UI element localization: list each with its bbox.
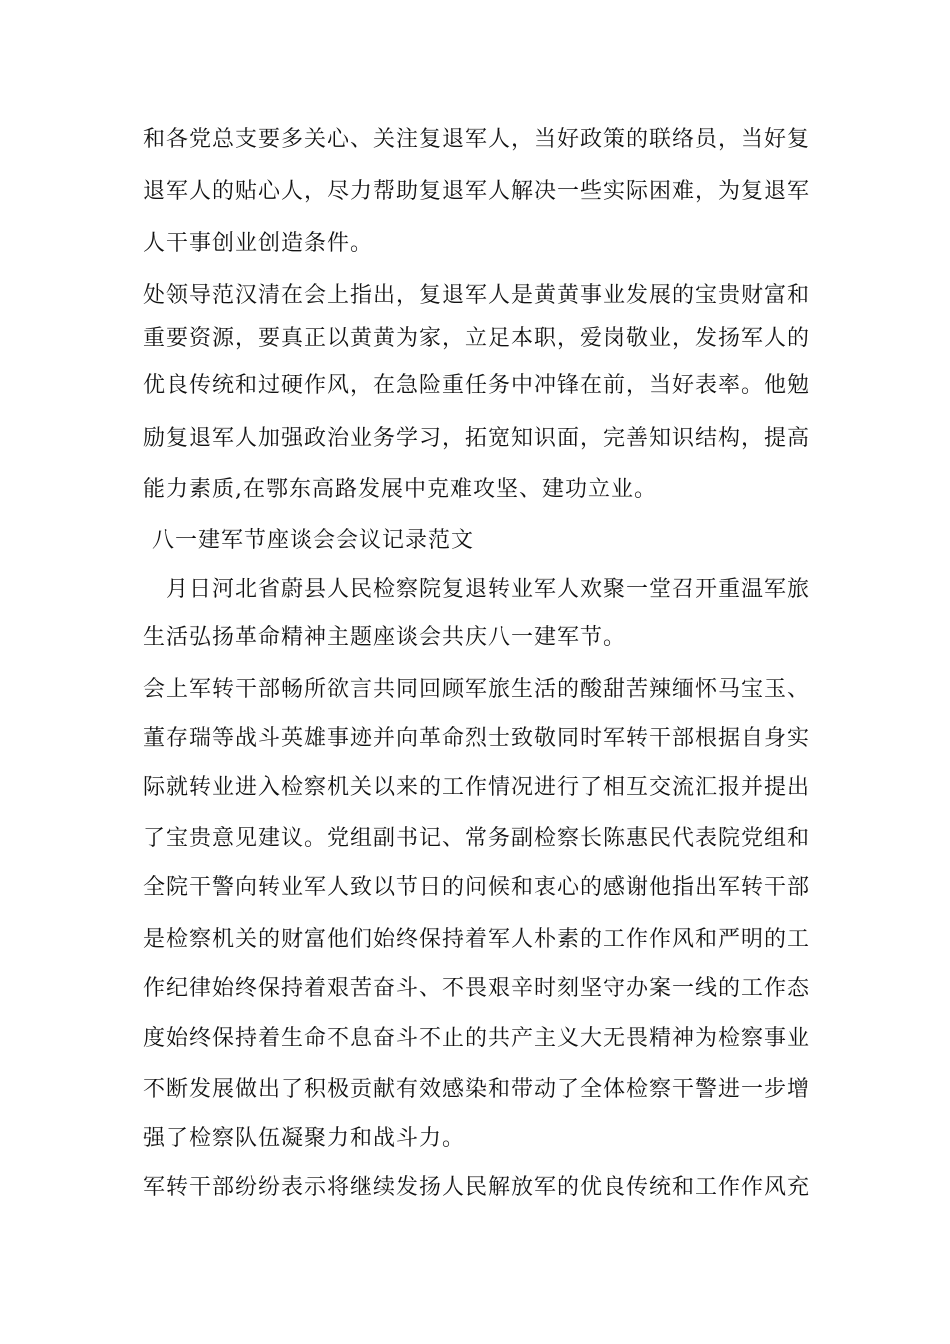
text-line: 励复退军人加强政治业务学习，拓宽知识面，完善知识结构，提高 bbox=[143, 426, 811, 451]
text-line: 优良传统和过硬作风，在急险重任务中冲锋在前，当好表率。他勉 bbox=[143, 373, 811, 398]
text-line: 生活弘扬革命精神主题座谈会共庆八一建军节。 bbox=[143, 625, 627, 650]
text-line: 和各党总支要多关心、关注复退军人，当好政策的联络员，当好复 bbox=[143, 127, 811, 152]
text-line: 不断发展做出了积极贡献有效感染和带动了全体检察干警进一步增 bbox=[143, 1077, 811, 1102]
text-line: 军转干部纷纷表示将继续发扬人民解放军的优良传统和工作作风充 bbox=[143, 1175, 811, 1200]
text-line: 退军人的贴心人，尽力帮助复退军人解决一些实际困难，为复退军 bbox=[143, 179, 811, 204]
text-line: 能力素质,在鄂东高路发展中克难攻坚、建功立业。 bbox=[143, 477, 657, 502]
text-line: 强了检察队伍凝聚力和战斗力。 bbox=[143, 1126, 466, 1151]
text-line: 际就转业进入检察机关以来的工作情况进行了相互交流汇报并提出 bbox=[143, 775, 811, 800]
text-line: 月日河北省蔚县人民检察院复退转业军人欢聚一堂召开重温军旅 bbox=[166, 577, 811, 602]
text-line: 人干事创业创造条件。 bbox=[143, 231, 374, 256]
text-line: 处领导范汉清在会上指出，复退军人是黄黄事业发展的宝贵财富和 bbox=[143, 283, 811, 308]
text-line: 了宝贵意见建议。党组副书记、常务副检察长陈惠民代表院党组和 bbox=[143, 826, 811, 851]
text-line: 是检察机关的财富他们始终保持着军人朴素的工作作风和严明的工 bbox=[143, 927, 811, 952]
text-line: 度始终保持着生命不息奋斗不止的共产主义大无畏精神为检察事业 bbox=[143, 1026, 811, 1051]
text-line: 重要资源，要真正以黄黄为家，立足本职，爱岗敬业，发扬军人的 bbox=[143, 326, 811, 351]
text-line: 会上军转干部畅所欲言共同回顾军旅生活的酸甜苦辣缅怀马宝玉、 bbox=[143, 677, 811, 702]
section-heading: 八一建军节座谈会会议记录范文 bbox=[152, 528, 475, 553]
text-line: 作纪律始终保持着艰苦奋斗、不畏艰辛时刻坚守办案一线的工作态 bbox=[143, 976, 811, 1001]
text-line: 全院干警向转业军人致以节日的问候和衷心的感谢他指出军转干部 bbox=[143, 875, 811, 900]
text-line: 董存瑞等战斗英雄事迹并向革命烈士致敬同时军转干部根据自身实 bbox=[143, 726, 811, 751]
